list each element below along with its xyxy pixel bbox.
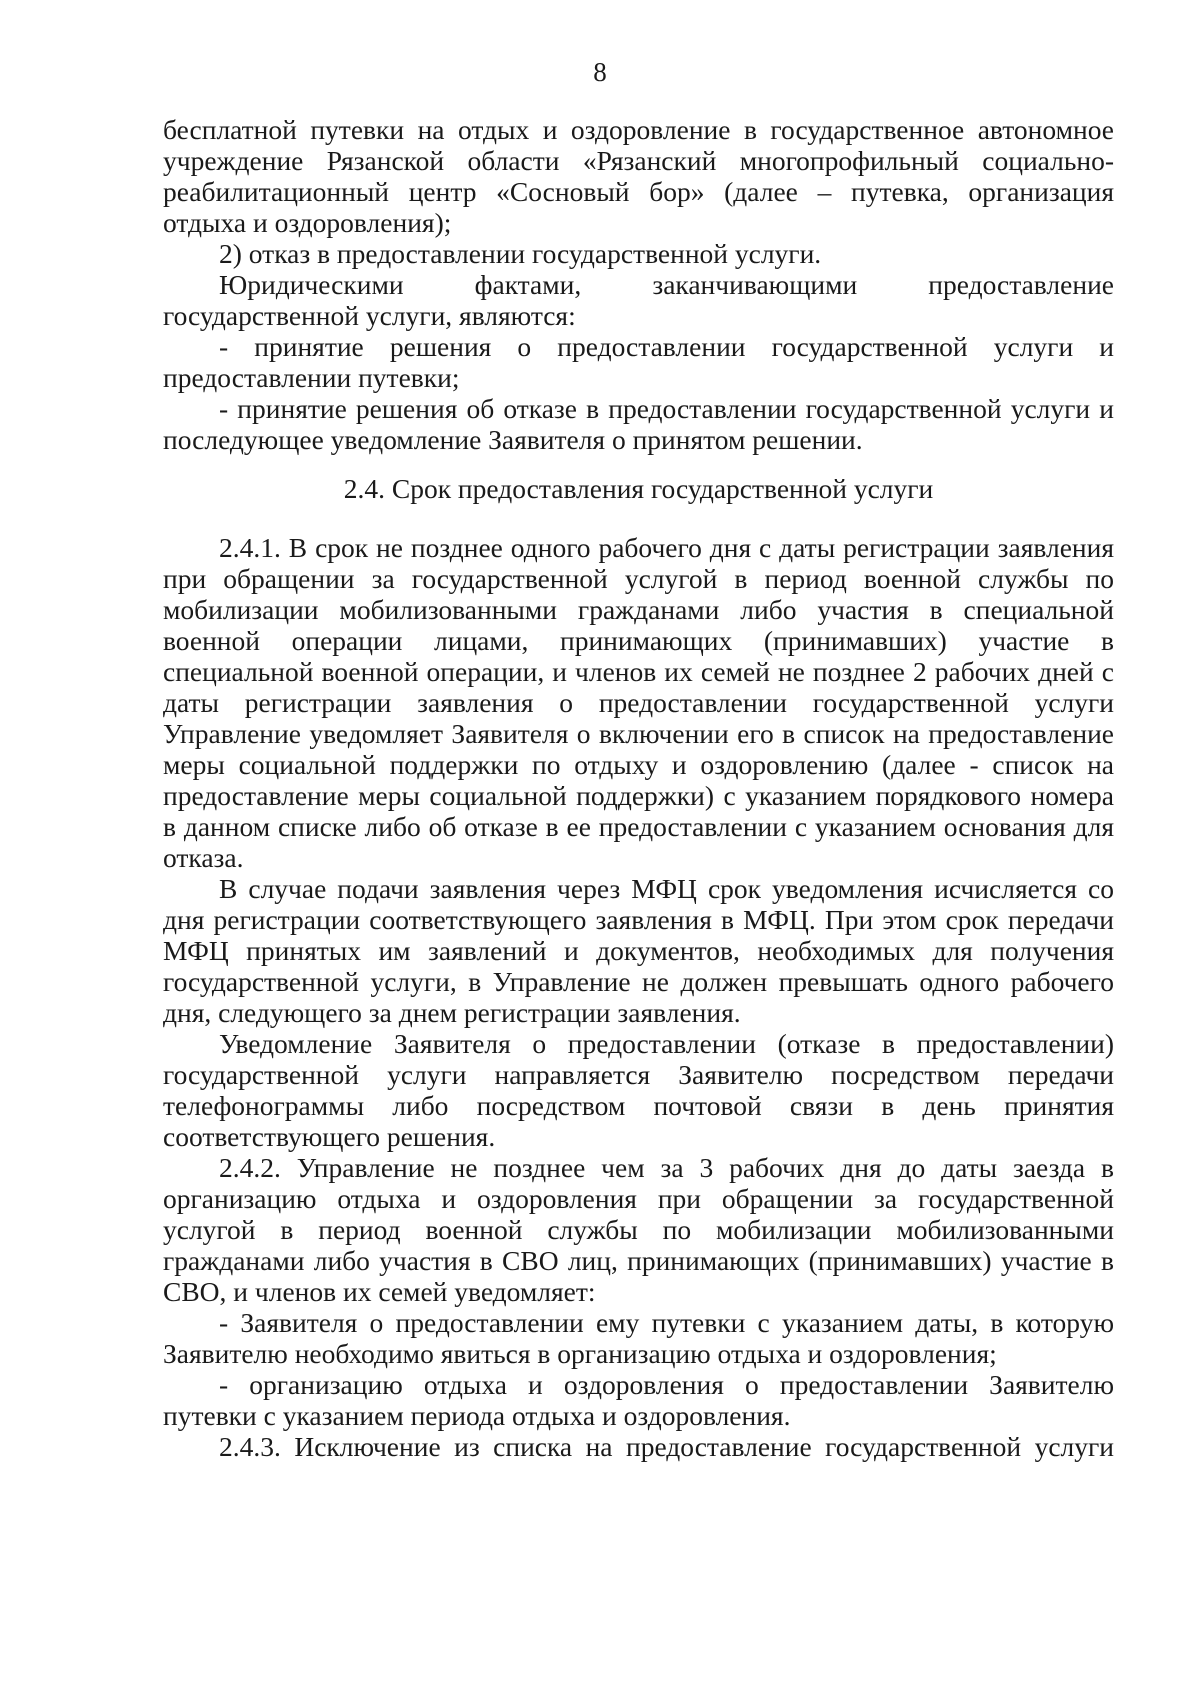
paragraph-notify-organization: - организацию отдыха и оздоровления о предоставлении Заявителю путевки с указанием периода отдыха и оздоровления. xyxy=(163,1369,1114,1431)
paragraph-decision-refusal: - принятие решения об отказе в предоставлении государственной услуги и последующее уведомление Заявителя о принятом решении. xyxy=(163,393,1114,455)
paragraph-2-4-3: 2.4.3. Исключение из списка на предоставление государственной услуги xyxy=(219,1431,1114,1462)
paragraph-2-4-1: 2.4.1. В срок не позднее одного рабочего дня с даты регистрации заявления при обращении за государственной услугой в период военной службы по мобилизации мобилизованными гражданами либо участия в специальной военной операции лицами, принимающих (принимавших) участие в специальной военной операции, и членов их семей не позднее 2 рабочих дней с даты регистрации заявления о предоставлении государственной услуги Управление уведомляет Заявителя о включении его в список на предоставление меры социальной поддержки по отдыху и оздоровлению (далее - список на предоставление меры социальной поддержки) с указанием порядкового номера в данном списке либо об отказе в ее предоставлении с указанием основания для отказа. xyxy=(163,532,1114,873)
paragraph-voucher-continuation: бесплатной путевки на отдых и оздоровление в государственное автономное учреждение Рязанской области «Рязанский многопрофильный социально-реабилитационный центр «Сосновый бор» (далее – путевка, организация отдыха и оздоровления); xyxy=(163,114,1114,238)
paragraph-notify-applicant: - Заявителя о предоставлении ему путевки с указанием даты, в которую Заявителю необходимо явиться в организацию отдыха и оздоровления; xyxy=(163,1307,1114,1369)
paragraph-mfc-submission: В случае подачи заявления через МФЦ срок уведомления исчисляется со дня регистрации соответствующего заявления в МФЦ. При этом срок передачи МФЦ принятых им заявлений и документов, необходимых для получения государственной услуги, в Управление не должен превышать одного рабочего дня, следующего за днем регистрации заявления. xyxy=(163,873,1114,1028)
paragraph-legal-facts: Юридическими фактами, заканчивающими предоставление государственной услуги, являются: xyxy=(163,269,1114,331)
paragraph-2-4-2: 2.4.2. Управление не позднее чем за 3 рабочих дня до даты заезда в организацию отдыха и оздоровления при обращении за государственной услугой в период военной службы по мобилизации мобилизованными гражданами либо участия в СВО лиц, принимающих (принимавших) участие в СВО, и членов их семей уведомляет: xyxy=(163,1152,1114,1307)
document-body xyxy=(163,114,1114,1462)
section-heading-2-4: 2.4. Срок предоставления государственной услуги xyxy=(343,473,934,504)
paragraph-decision-grant: - принятие решения о предоставлении государственной услуги и предоставлении путевки; xyxy=(163,331,1114,393)
page-number: 8 xyxy=(593,57,607,87)
paragraph-notification: Уведомление Заявителя о предоставлении (отказе в предоставлении) государственной услуги направляется Заявителю посредством передачи телефонограммы либо посредством почтовой связи в день принятия соответствующего решения. xyxy=(163,1028,1114,1152)
paragraph-refusal-item: 2) отказ в предоставлении государственной услуги. xyxy=(219,238,822,269)
